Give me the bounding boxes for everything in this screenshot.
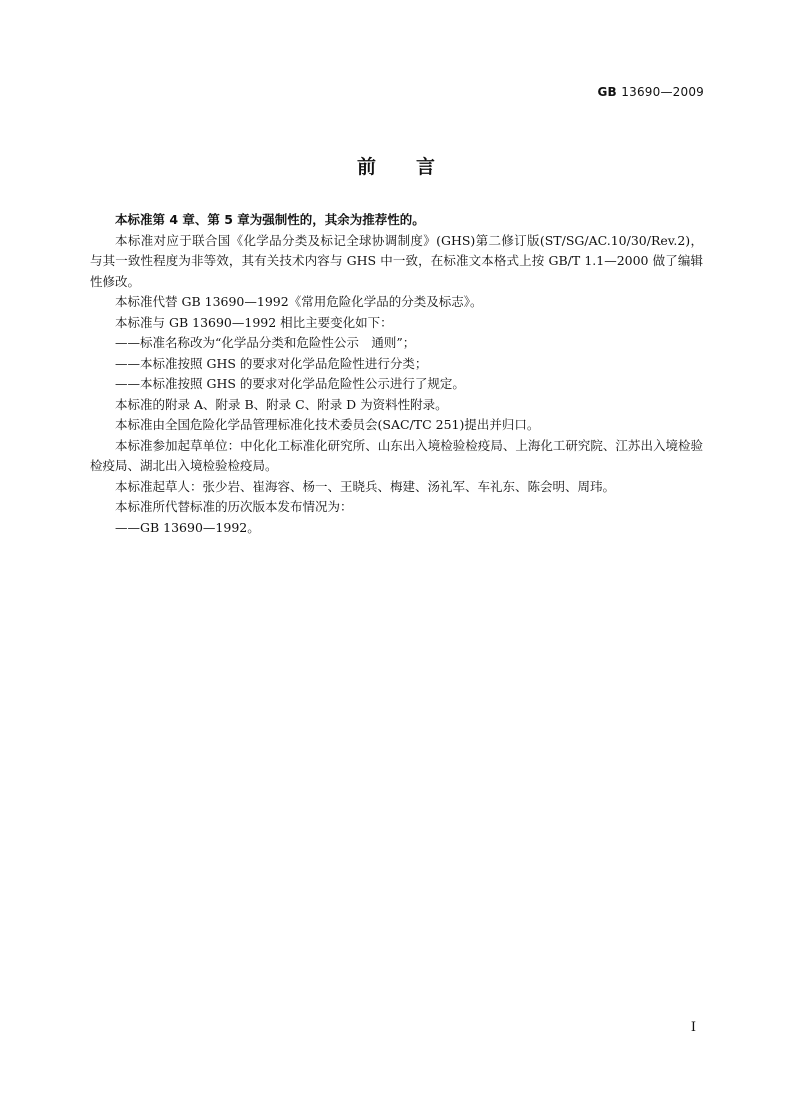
document-code-number: 13690—2009	[621, 85, 704, 99]
list-item-change-1: ——标准名称改为“化学品分类和危险性公示 通则”；	[115, 335, 416, 350]
page-number: I	[690, 1020, 696, 1035]
paragraph-correspondence: 本标准对应于联合国《化学品分类及标记全球协调制度》(GHS)第二修订版(ST/SG/AC.10/30/Rev.2)，与其一致性程度为非等效，其有关技术内容与 GHS 中一致，在标准文本格式上按 GB/T 1.1—2000 做了编辑性修改。	[90, 232, 703, 289]
page-title: 前言	[356, 156, 475, 178]
paragraph-previous-versions: 本标准所代替标准的历次版本发布情况为：	[115, 499, 353, 514]
list-item-change-3: ——本标准按照 GHS 的要求对化学品危险性公示进行了规定。	[115, 376, 465, 391]
paragraph-proposer: 本标准由全国危险化学品管理标准化技术委员会(SAC/TC 251)提出并归口。	[115, 417, 540, 432]
foreword-body	[90, 210, 703, 538]
list-item-change-2: ——本标准按照 GHS 的要求对化学品危险性进行分类；	[115, 355, 428, 371]
paragraph-replaces: 本标准代替 GB 13690—1992《常用危险化学品的分类及标志》。	[115, 294, 483, 309]
paragraph-drafters: 本标准起草人：张少岩、崔海容、杨一、王晓兵、梅建、汤礼军、车礼东、陈会明、周玮。	[115, 478, 616, 494]
paragraph-drafting-units: 本标准参加起草单位：中化化工标准化研究所、山东出入境检验检疫局、上海化工研究院、江苏出入境检验检疫局、湖北出入境检验检疫局。	[90, 437, 703, 473]
document-code	[597, 85, 704, 99]
paragraph-changes-intro: 本标准与 GB 13690—1992 相比主要变化如下：	[115, 314, 393, 330]
paragraph-appendices: 本标准的附录 A、附录 B、附录 C、附录 D 为资料性附录。	[115, 396, 448, 412]
list-item-previous-version: ——GB 13690—1992。	[115, 519, 260, 535]
document-code-prefix: GB	[597, 85, 617, 99]
paragraph-mandatory-note: 本标准第 4 章、第 5 章为强制性的，其余为推荐性的。	[115, 212, 425, 227]
